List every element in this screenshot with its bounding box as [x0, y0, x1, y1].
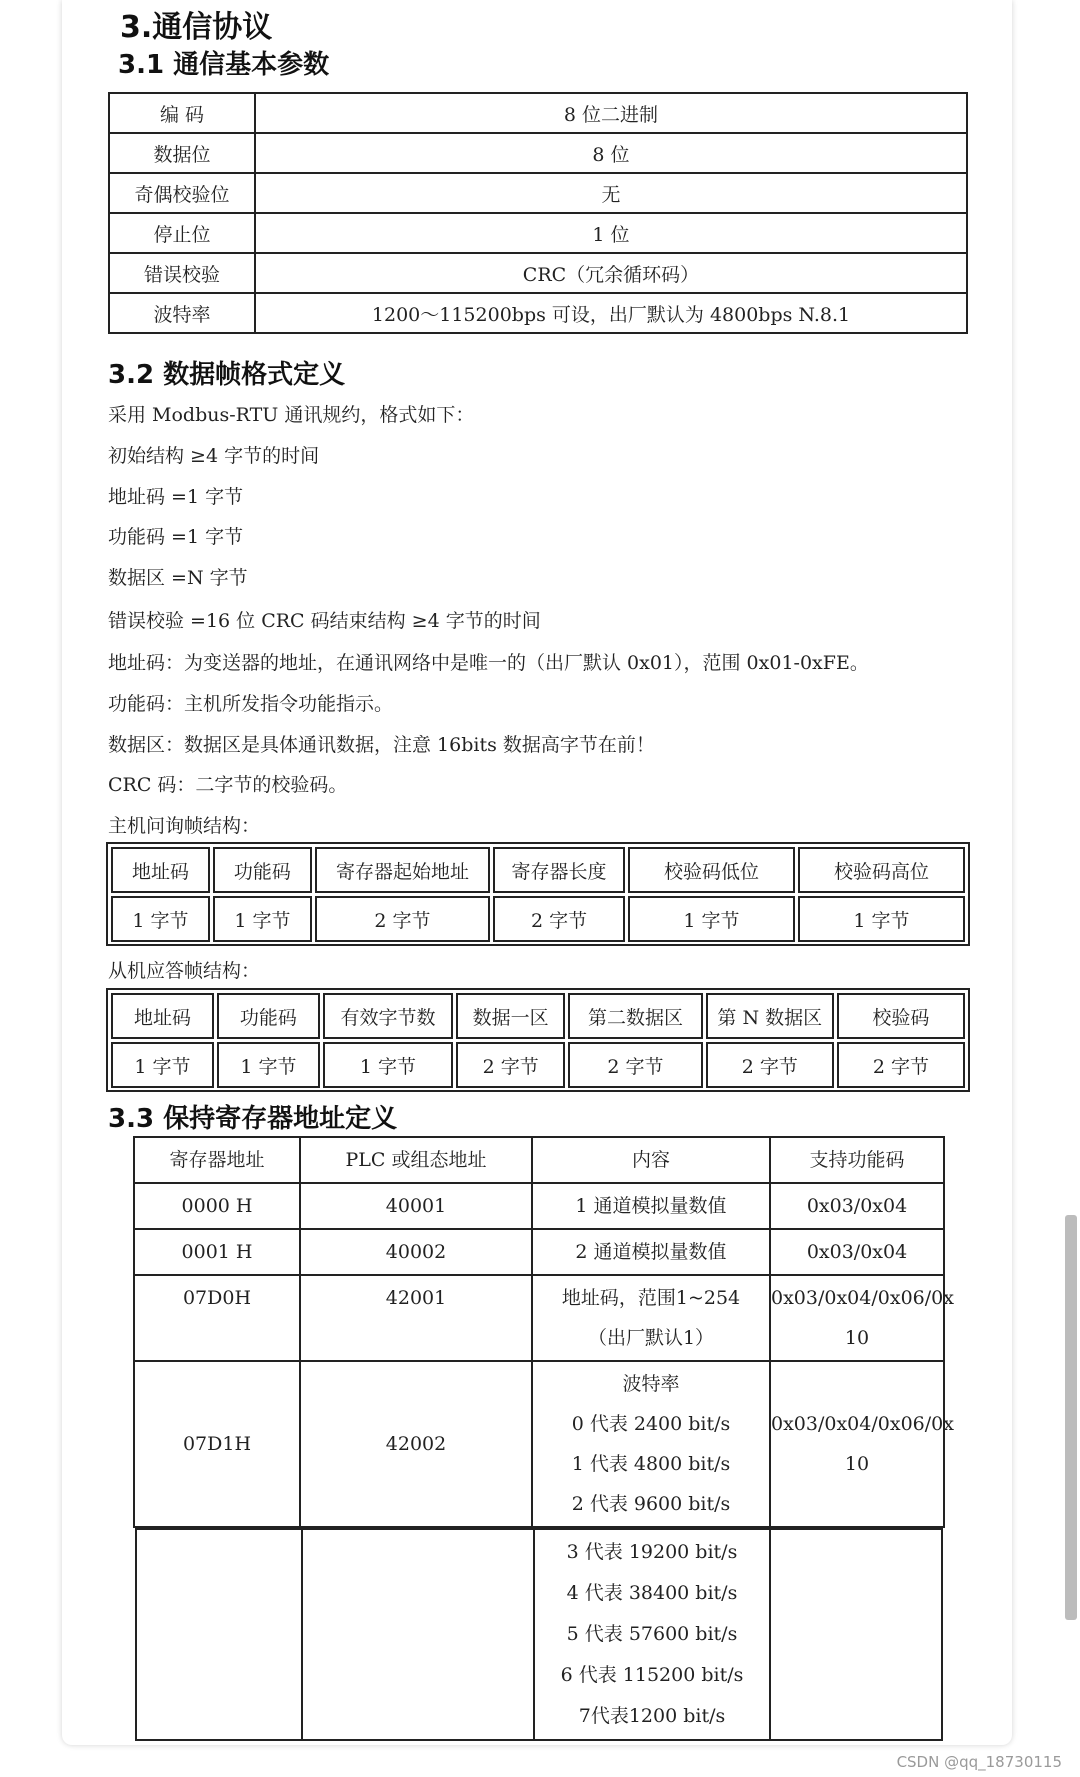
- content-line: （出厂默认1）: [587, 1327, 715, 1349]
- function-codes: [770, 1275, 954, 1361]
- param-key: 编 码: [109, 93, 255, 133]
- section-3-3-title: 3.3 保持寄存器地址定义: [108, 1104, 398, 1134]
- paragraph-line: 数据区：数据区是具体通讯数据，注意 16bits 数据高字节在前！: [108, 734, 655, 756]
- table-row: [109, 133, 967, 173]
- param-key: 数据位: [109, 133, 255, 173]
- paragraph-line: 功能码 =1 字节: [108, 526, 244, 548]
- function-codes: 0x03/0x04: [770, 1183, 944, 1229]
- table-cell: 1 字节: [798, 896, 965, 942]
- function-codes: 0x03/0x04: [770, 1229, 944, 1275]
- table-cell: 2 字节: [493, 896, 625, 942]
- register-address: 0001 H: [134, 1229, 300, 1275]
- param-key: 停止位: [109, 213, 255, 253]
- plc-address: 40002: [300, 1229, 532, 1275]
- paragraph-line: 采用 Modbus-RTU 通讯规约，格式如下：: [108, 404, 475, 426]
- table-row: [134, 1229, 944, 1275]
- table-cell: 1 字节: [323, 1042, 453, 1088]
- param-value: 8 位二进制: [255, 93, 967, 133]
- table-row: [134, 1137, 944, 1183]
- table-row: [136, 1529, 942, 1740]
- table-row: [134, 1275, 944, 1361]
- content-line: 波特率: [622, 1373, 680, 1395]
- table-cell: 1 字节: [213, 896, 312, 942]
- content-line: 7代表1200 bit/s: [578, 1705, 726, 1727]
- content-line: 1 代表 4800 bit/s: [571, 1453, 731, 1475]
- table-row: [109, 293, 967, 333]
- table-header-cell: PLC 或组态地址: [300, 1137, 532, 1183]
- table-header-cell: 功能码: [217, 993, 320, 1039]
- table-row: [111, 896, 965, 942]
- register-address: [136, 1529, 302, 1740]
- host-frame-label: 主机问询帧结构：: [108, 815, 261, 837]
- table-row: [111, 847, 965, 893]
- content-line: 3 代表 19200 bit/s: [566, 1541, 738, 1563]
- table-header-cell: 第 N 数据区: [706, 993, 834, 1039]
- table-cell: 2 字节: [837, 1042, 965, 1088]
- table-cell: 2 字节: [568, 1042, 702, 1088]
- paragraph-line: 初始结构 ≥4 字节的时间: [108, 445, 320, 467]
- register-content: [532, 1275, 770, 1361]
- table-cell: 1 字节: [628, 896, 795, 942]
- section-3-2-title: 3.2 数据帧格式定义: [108, 360, 346, 390]
- func-line: 10: [844, 1453, 870, 1475]
- register-address: 07D1H: [134, 1361, 300, 1527]
- holding-register-table: [133, 1136, 954, 1528]
- paragraph-line: 数据区 =N 字节: [108, 567, 248, 589]
- param-value: 1 位: [255, 213, 967, 253]
- param-value: CRC（冗余循环码）: [255, 253, 967, 293]
- paragraph-line: 功能码：主机所发指令功能指示。: [108, 693, 394, 715]
- slave-frame-table: [106, 988, 970, 1092]
- content-line: 2 代表 9600 bit/s: [571, 1493, 731, 1515]
- table-cell: 1 字节: [217, 1042, 320, 1088]
- table-row: [111, 993, 965, 1039]
- table-header-cell: 有效字节数: [323, 993, 453, 1039]
- section-3-1-title: 3.1 通信基本参数: [118, 50, 330, 80]
- func-line: 10: [844, 1327, 870, 1349]
- table-header-cell: 校验码高位: [798, 847, 965, 893]
- table-row: [109, 173, 967, 213]
- table-cell: 1 字节: [111, 896, 210, 942]
- table-header-cell: 校验码: [837, 993, 965, 1039]
- plc-address: 42001: [300, 1275, 532, 1361]
- table-header-cell: 寄存器起始地址: [315, 847, 490, 893]
- table-row: [134, 1183, 944, 1229]
- table-header-cell: 第二数据区: [568, 993, 702, 1039]
- plc-address: 40001: [300, 1183, 532, 1229]
- host-frame-table: [106, 842, 970, 946]
- holding-register-table-continued: [135, 1528, 943, 1741]
- table-cell: 1 字节: [111, 1042, 214, 1088]
- func-line: 0x03/0x04/0x06/0x: [771, 1413, 954, 1435]
- register-content: [532, 1361, 770, 1527]
- content-line: 5 代表 57600 bit/s: [566, 1623, 738, 1645]
- plc-address: 42002: [300, 1361, 532, 1527]
- table-cell: 2 字节: [706, 1042, 834, 1088]
- table-header-cell: 地址码: [111, 847, 210, 893]
- func-line: 0x03/0x04/0x06/0x: [771, 1287, 954, 1309]
- param-key: 奇偶校验位: [109, 173, 255, 213]
- param-key: 波特率: [109, 293, 255, 333]
- table-header-cell: 地址码: [111, 993, 214, 1039]
- paragraph-line: 地址码 =1 字节: [108, 486, 244, 508]
- param-value: 8 位: [255, 133, 967, 173]
- table-cell: 2 字节: [315, 896, 490, 942]
- paragraph-line: CRC 码：二字节的校验码。: [108, 774, 348, 796]
- param-key: 错误校验: [109, 253, 255, 293]
- table-header-cell: 支持功能码: [770, 1137, 944, 1183]
- table-header-cell: 寄存器地址: [134, 1137, 300, 1183]
- function-codes: [770, 1361, 954, 1527]
- param-value: 无: [255, 173, 967, 213]
- content-line: 4 代表 38400 bit/s: [566, 1582, 738, 1604]
- table-header-cell: 数据一区: [456, 993, 565, 1039]
- register-content: 2 通道模拟量数值: [532, 1229, 770, 1275]
- table-cell: 2 字节: [456, 1042, 565, 1088]
- content-line: 地址码，范围1~254: [561, 1287, 741, 1309]
- table-row: [109, 213, 967, 253]
- table-header-cell: 校验码低位: [628, 847, 795, 893]
- table-header-cell: 寄存器长度: [493, 847, 625, 893]
- paragraph-line: 地址码：为变送器的地址，在通讯网络中是唯一的（出厂默认 0x01），范围 0x01-0xFE。: [108, 652, 869, 674]
- comm-params-table: [108, 92, 968, 334]
- watermark: CSDN @qq_18730115: [896, 1753, 1062, 1771]
- table-row: [109, 93, 967, 133]
- plc-address: [302, 1529, 534, 1740]
- table-row: [111, 1042, 965, 1088]
- register-address: 07D0H: [134, 1275, 300, 1361]
- table-row: [134, 1361, 944, 1527]
- slave-frame-label: 从机应答帧结构：: [108, 960, 261, 982]
- vertical-scrollbar[interactable]: [1065, 1215, 1077, 1620]
- paragraph-line: 错误校验 =16 位 CRC 码结束结构 ≥4 字节的时间: [108, 610, 541, 632]
- content-line: 0 代表 2400 bit/s: [571, 1413, 731, 1435]
- table-header-cell: 功能码: [213, 847, 312, 893]
- function-codes: [770, 1529, 942, 1740]
- register-address: 0000 H: [134, 1183, 300, 1229]
- content-line: 6 代表 115200 bit/s: [560, 1664, 744, 1686]
- section-3-title: 3.通信协议: [120, 10, 273, 45]
- table-row: [109, 253, 967, 293]
- param-value: 1200～115200bps 可设，出厂默认为 4800bps N.8.1: [255, 293, 967, 333]
- table-header-cell: 内容: [532, 1137, 770, 1183]
- register-content: [534, 1529, 770, 1740]
- register-content: 1 通道模拟量数值: [532, 1183, 770, 1229]
